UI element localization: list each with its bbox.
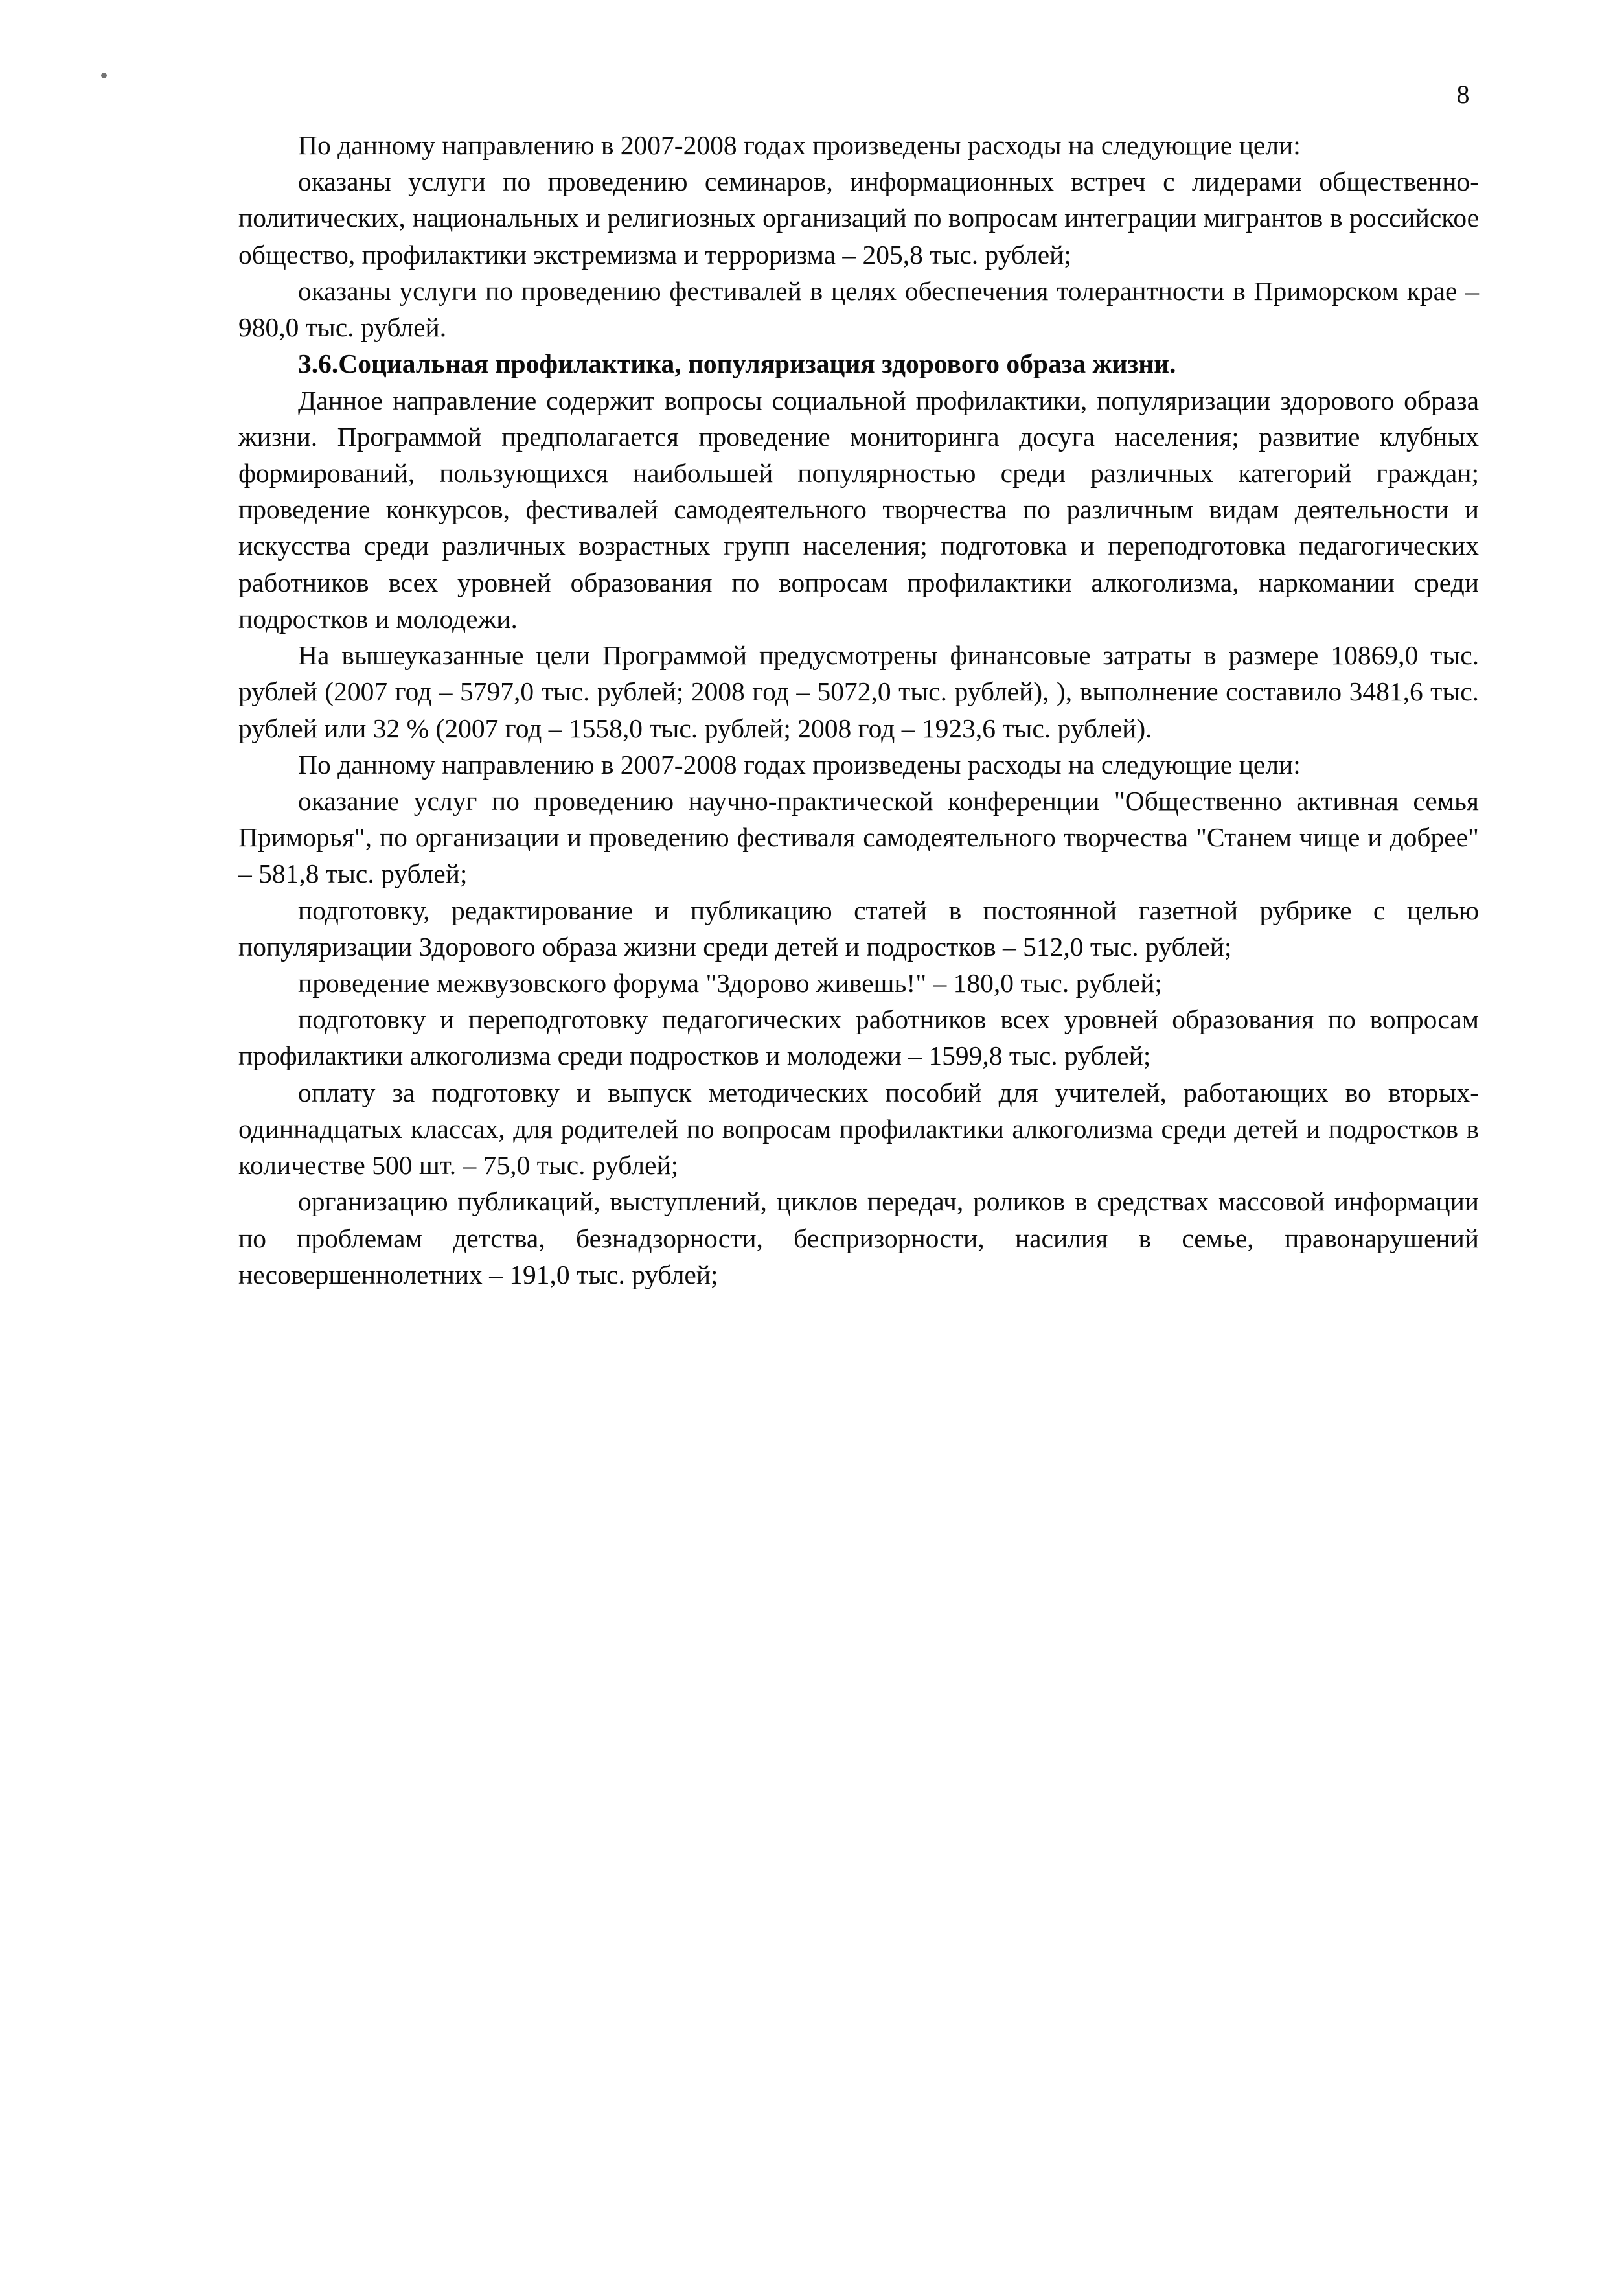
- paragraph-festivals-tolerance: оказаны услуги по проведению фестивалей в целях обеспечения толерантности в Приморском крае – 980,0 тыс. рублей.: [238, 275, 1479, 343]
- paragraph-direction-description: Данное направление содержит вопросы социальной профилактики, популяризации здорового образа жизни. Программой предполагается проведение мониторинга досуга населения; развитие клубных формирований, пользующихся наибольшей популярностью среди различных категорий граждан; проведение конкурсов, фестивалей самодеятельного творчества по различным видам деятельности и искусства среди различных возрастных групп населения; подготовка и переподготовка педагогических работников всех уровней образования по вопросам профилактики алкоголизма, наркомании среди подростков и молодежи.: [238, 385, 1479, 634]
- paragraph-seminars-services: оказаны услуги по проведению семинаров, информационных встреч с лидерами общественно-политических, национальных и религиозных организаций по вопросам интеграции мигрантов в российское общество, профилактики экстремизма и терроризма – 205,8 тыс. рублей;: [238, 167, 1479, 270]
- paragraph-intro-expenses: По данному направлению в 2007-2008 годах произведены расходы на следующие цели:: [298, 130, 1301, 160]
- page-number: 8: [1456, 80, 1470, 109]
- heading-section-3-6: 3.6.Социальная профилактика, популяризация здорового образа жизни.: [298, 349, 1176, 379]
- paragraph-methodical-manuals: оплату за подготовку и выпуск методических пособий для учителей, работающих во вторых-одиннадцатых классах, для родителей по вопросам профилактики алкоголизма среди детей и подростков в количестве 500 шт. – 75,0 тыс. рублей;: [238, 1077, 1479, 1181]
- document-body: [238, 127, 1479, 1293]
- paragraph-financial-costs: На вышеуказанные цели Программой предусмотрены финансовые затраты в размере 10869,0 тыс. рублей (2007 год – 5797,0 тыс. рублей; 2008 год – 5072,0 тыс. рублей), ), выполнение составило 3481,6 тыс. рублей или 32 % (2007 год – 1558,0 тыс. рублей; 2008 год – 1923,6 тыс. рублей).: [238, 640, 1479, 743]
- paragraph-conference-services: оказание услуг по проведению научно-практической конференции "Общественно активная семья Приморья", по организации и проведению фестиваля самодеятельного творчества "Станем чище и добрее" – 581,8 тыс. рублей;: [238, 785, 1479, 889]
- paragraph-intro-expenses-2: По данному направлению в 2007-2008 годах произведены расходы на следующие цели:: [298, 749, 1301, 780]
- paragraph-media-publications: организацию публикаций, выступлений, циклов передач, роликов в средствах массовой информации по проблемам детства, безнадзорности, беспризорности, насилия в семье, правонарушений несовершеннолетних – 191,0 тыс. рублей;: [238, 1186, 1479, 1289]
- paragraph-press-articles: подготовку, редактирование и публикацию статей в постоянной газетной рубрике с целью популяризации Здорового образа жизни среди детей и подростков – 512,0 тыс. рублей;: [238, 895, 1479, 962]
- paragraph-teacher-training: подготовку и переподготовку педагогических работников всех уровней образования по вопросам профилактики алкоголизма среди подростков и молодежи – 1599,8 тыс. рублей;: [238, 1004, 1479, 1071]
- scan-artifact-speck: [101, 73, 107, 78]
- paragraph-forum: проведение межвузовского форума "Здорово живешь!" – 180,0 тыс. рублей;: [298, 968, 1162, 999]
